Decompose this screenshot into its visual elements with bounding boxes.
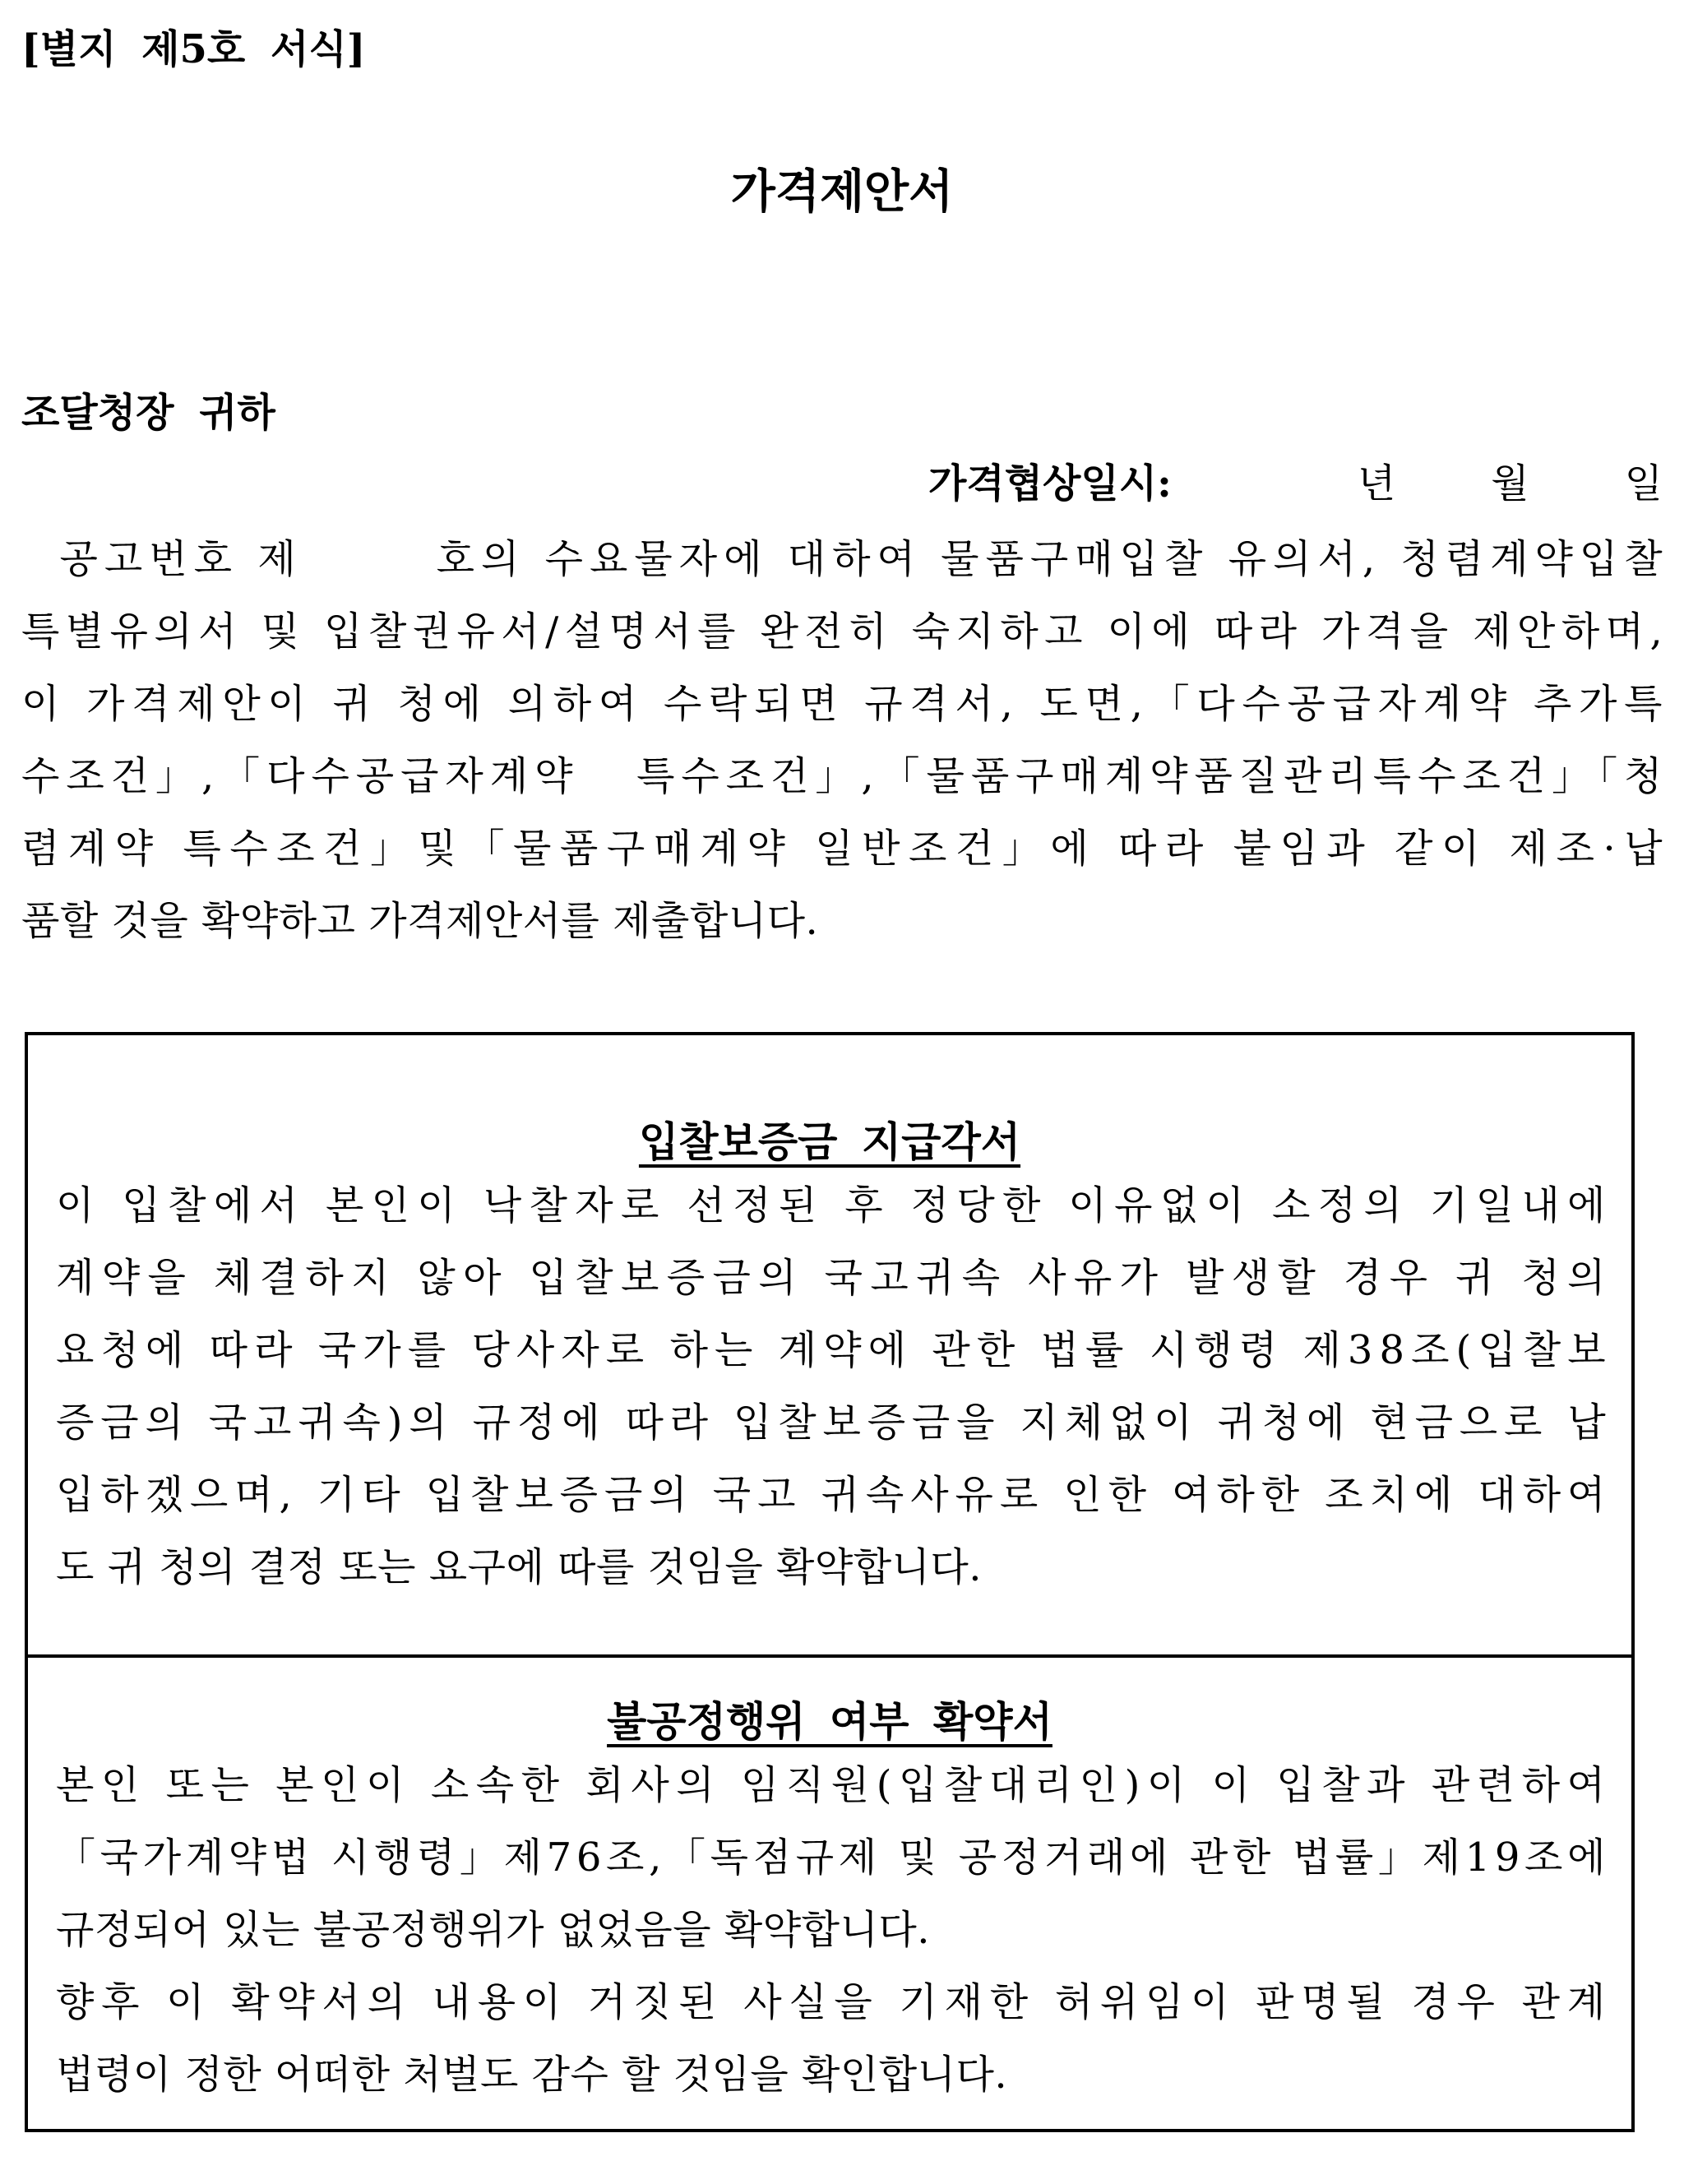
fair-trade-pledge-line: 규정되어 있는 불공정행위가 없었음을 확약합니다.	[56, 1907, 931, 1953]
section-divider	[28, 1654, 1631, 1658]
negotiation-date-label: 가격협상일시:	[928, 460, 1172, 507]
deposit-pledge-line: 도 귀 청의 결정 또는 요구에 따를 것임을 확약합니다.	[56, 1544, 983, 1590]
intro-line: 렴계약 특수조건」및「물품구매계약 일반조건」에 따라 붙임과 같이 제조·납	[21, 826, 1672, 872]
deposit-pledge-line: 증금의 국고귀속)의 규정에 따라 입찰보증금을 지체없이 귀청에 현금으로 납	[56, 1400, 1612, 1446]
negotiation-day-unit: 일	[1624, 460, 1663, 507]
pledge-box	[25, 1032, 1635, 2132]
document-title: 가격제안서	[730, 164, 954, 219]
negotiation-year-unit: 년	[1357, 460, 1396, 507]
deposit-pledge-body	[56, 1169, 1613, 1603]
negotiation-date	[928, 457, 1663, 510]
intro-line: 수조건」,「다수공급자계약 특수조건」,「물품구매계약품질관리특수조건」「청	[21, 753, 1669, 799]
fair-trade-pledge-body	[56, 1749, 1612, 2111]
fair-trade-pledge-line: 향후 이 확약서의 내용이 거짓된 사실을 기재한 허위임이 판명될 경우 관계	[56, 1979, 1612, 2025]
intro-paragraph	[21, 523, 1672, 957]
fair-trade-pledge-title	[28, 1693, 1631, 1751]
fair-trade-pledge-line: 본인 또는 본인이 소속한 회사의 임직원(입찰대리인)이 이 입찰과 관련하여	[56, 1762, 1612, 1808]
fair-trade-pledge-line: 법령이 정한 어떠한 처벌도 감수 할 것임을 확인합니다.	[56, 2052, 1008, 2098]
intro-line: 공고번호 제 호의 수요물자에 대하여 물품구매입찰 유의서, 청렴계약입찰	[21, 536, 1669, 582]
intro-line: 특별유의서 및 입찰권유서/설명서를 완전히 숙지하고 이에 따라 가격을 제안하며,	[21, 608, 1669, 655]
recipient: 조달청장 귀하	[21, 390, 275, 436]
form-number: [별지 제5호 서식]	[21, 26, 366, 72]
deposit-pledge-line: 요청에 따라 국가를 당사자로 하는 계약에 관한 법률 시행령 제38조(입찰보	[56, 1327, 1612, 1373]
intro-line: 이 가격제안이 귀 청에 의하여 수락되면 규격서, 도면,「다수공급자계약 추가특	[21, 681, 1670, 727]
intro-line: 품할 것을 확약하고 가격제안서를 제출합니다.	[21, 898, 819, 944]
deposit-pledge-title-text: 입찰보증금 지급각서	[638, 1117, 1021, 1166]
fair-trade-pledge-title-text: 불공정행위 여부 확약서	[607, 1697, 1052, 1746]
fair-trade-pledge-line: 「국가계약법 시행령」제76조,「독점규제 및 공정거래에 관한 법률」제19조에	[56, 1835, 1611, 1881]
deposit-pledge-line: 입하겠으며, 기타 입찰보증금의 국고 귀속사유로 인한 여하한 조치에 대하여	[56, 1472, 1612, 1518]
deposit-pledge-line: 이 입찰에서 본인이 낙찰자로 선정된 후 정당한 이유없이 소정의 기일내에	[56, 1182, 1613, 1228]
deposit-pledge-line: 계약을 체결하지 않아 입찰보증금의 국고귀속 사유가 발생할 경우 귀 청의	[56, 1255, 1613, 1301]
negotiation-month-unit: 월	[1491, 460, 1529, 507]
deposit-pledge-title	[28, 1113, 1631, 1171]
